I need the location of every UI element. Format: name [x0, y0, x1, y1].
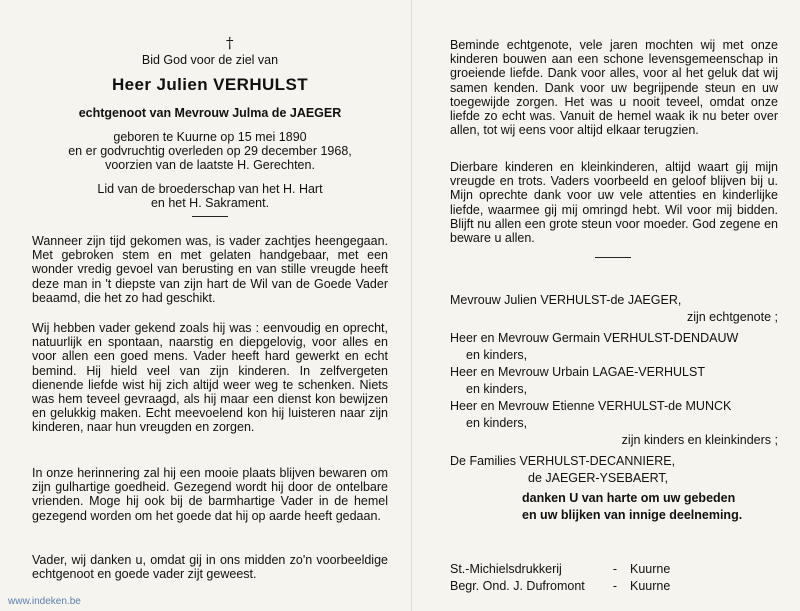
- families-line-1: De Families VERHULST-DECANNIERE,: [450, 454, 676, 468]
- widow-role: zijn echtgenote ;: [686, 310, 778, 324]
- paragraph-memory: In onze herinnering zal hij een mooie plaats blijven bewaren om zijn gulhartige goedheid. Gezegend wordt hij door de ontelbare vrienden. Moge hij ook bij de barmhartige Vader in de hemel gezegend worden om het goede dat hij op aarde heeft gedaan.: [32, 466, 388, 523]
- paragraph-to-children: Dierbare kinderen en kleinkinderen, altijd waart gij mijn vreugde en trots. Vaders voorbeeld en geloof blijven bij u. Mijn oprechte dank voor uw vele attenties en kinderlijke liefde, waarmee gij mij omringd hebt. Wil voor mij bidden. Blijft nu allen een grote steun voor moeder. God zegene en beware u allen.: [450, 160, 778, 246]
- undertaker-place: Kuurne: [630, 579, 671, 593]
- printer-line-1: [450, 561, 778, 578]
- undertaker-name: Begr. Ond. J. Dufromont: [450, 579, 585, 593]
- fold-line: [411, 0, 412, 611]
- child-1-kids: en kinders,: [466, 348, 528, 362]
- families-line-2: de JAEGER-YSEBAERT,: [528, 471, 669, 485]
- paragraph-passing: Wanneer zijn tijd gekomen was, is vader zachtjes heengegaan. Met gebroken stem en met gelaten handgebaar, met een wonder vredig gevoel van berusting en van stille vreugde heeft deze man in 't diepste van zijn hart de Wil van de Goede Vader beaamd, die het zo had geschikt.: [32, 234, 388, 305]
- child-3-kids: en kinders,: [466, 416, 528, 430]
- membership-line-2: en het H. Sakrament.: [150, 196, 270, 211]
- child-1: Heer en Mevrouw Germain VERHULST-DENDAUW: [450, 331, 739, 345]
- printer-dash: -: [612, 562, 618, 576]
- membership-line-1: Lid van de broederschap van het H. Hart: [97, 182, 323, 196]
- birth-line: geboren te Kuurne op 15 mei 1890: [113, 130, 307, 144]
- child-2: Heer en Mevrouw Urbain LAGAE-VERHULST: [450, 365, 705, 379]
- thanks-line-1: danken U van harte om uw gebeden: [522, 491, 736, 505]
- printer-place: Kuurne: [630, 562, 671, 576]
- separator-rule: [192, 216, 228, 217]
- family-list: [450, 293, 778, 488]
- children-role: zijn kinders en kleinkinders ;: [621, 433, 778, 447]
- printer-name: St.-Michielsdrukkerij: [450, 562, 562, 576]
- deceased-name: Heer Julien VERHULST: [112, 75, 308, 94]
- undertaker-dash: -: [612, 579, 618, 593]
- child-2-kids: en kinders,: [466, 382, 528, 396]
- paragraph-thanks-father: Vader, wij danken u, omdat gij in ons midden zo'n voorbeeldige echtgenoot en goede vader zijt geweest.: [32, 553, 388, 582]
- invocation: Bid God voor de ziel van: [141, 53, 279, 67]
- child-3: Heer en Mevrouw Etienne VERHULST-de MUNCK: [450, 399, 732, 413]
- sacraments-line: voorzien van de laatste H. Gerechten.: [105, 158, 315, 173]
- thanks-line-2: en uw blijken van innige deelneming.: [522, 508, 743, 522]
- paragraph-to-wife: Beminde echtgenote, vele jaren mochten wij met onze kinderen bouwen aan een schone levensgemeenschap in groeiende liefde. Dank voor alles, voor al het geluk dat wij samen kenden. Dank voor uw begrijpende steun en uw toegewijde zorgen. Het was u nooit teveel, omdat onze liefde zo echt was. Vanuit de hemel waak ik nu beter over allen, tot wij eens voor altijd elkaar terugzien.: [450, 38, 778, 138]
- printer-line-2: [450, 578, 778, 595]
- printer-block: [450, 561, 778, 595]
- membership-block: [32, 182, 388, 210]
- separator-rule: [595, 257, 631, 258]
- paragraph-character: Wij hebben vader gekend zoals hij was : eenvoudig en oprecht, natuurlijk en spontaan, naarstig en diepgelovig, voor alles en voor allen een goed mens. Vader heeft hard gewerkt en echt bemind. Hij hield veel van zijn kinderen. In zelfvergeten dienende liefde wist hij zich altijd weer weg te schenken. Niets was hem teveel gevraagd, als hij maar een dienst kon bewijzen en gelukkig maken. Echt meevoelend kon hij luisteren naar zijn kinderen, naar hun vreugden en zorgen.: [32, 321, 388, 435]
- birth-death-block: [32, 130, 388, 173]
- cross-symbol: †: [226, 34, 234, 52]
- death-line: en er godvruchtig overleden op 29 december 1968,: [68, 144, 352, 159]
- widow-line: Mevrouw Julien VERHULST-de JAEGER,: [450, 293, 682, 307]
- spouse-line: echtgenoot van Mevrouw Julma de JAEGER: [78, 106, 342, 120]
- watermark: www.indeken.be: [8, 596, 81, 607]
- thanks-block: [522, 490, 742, 524]
